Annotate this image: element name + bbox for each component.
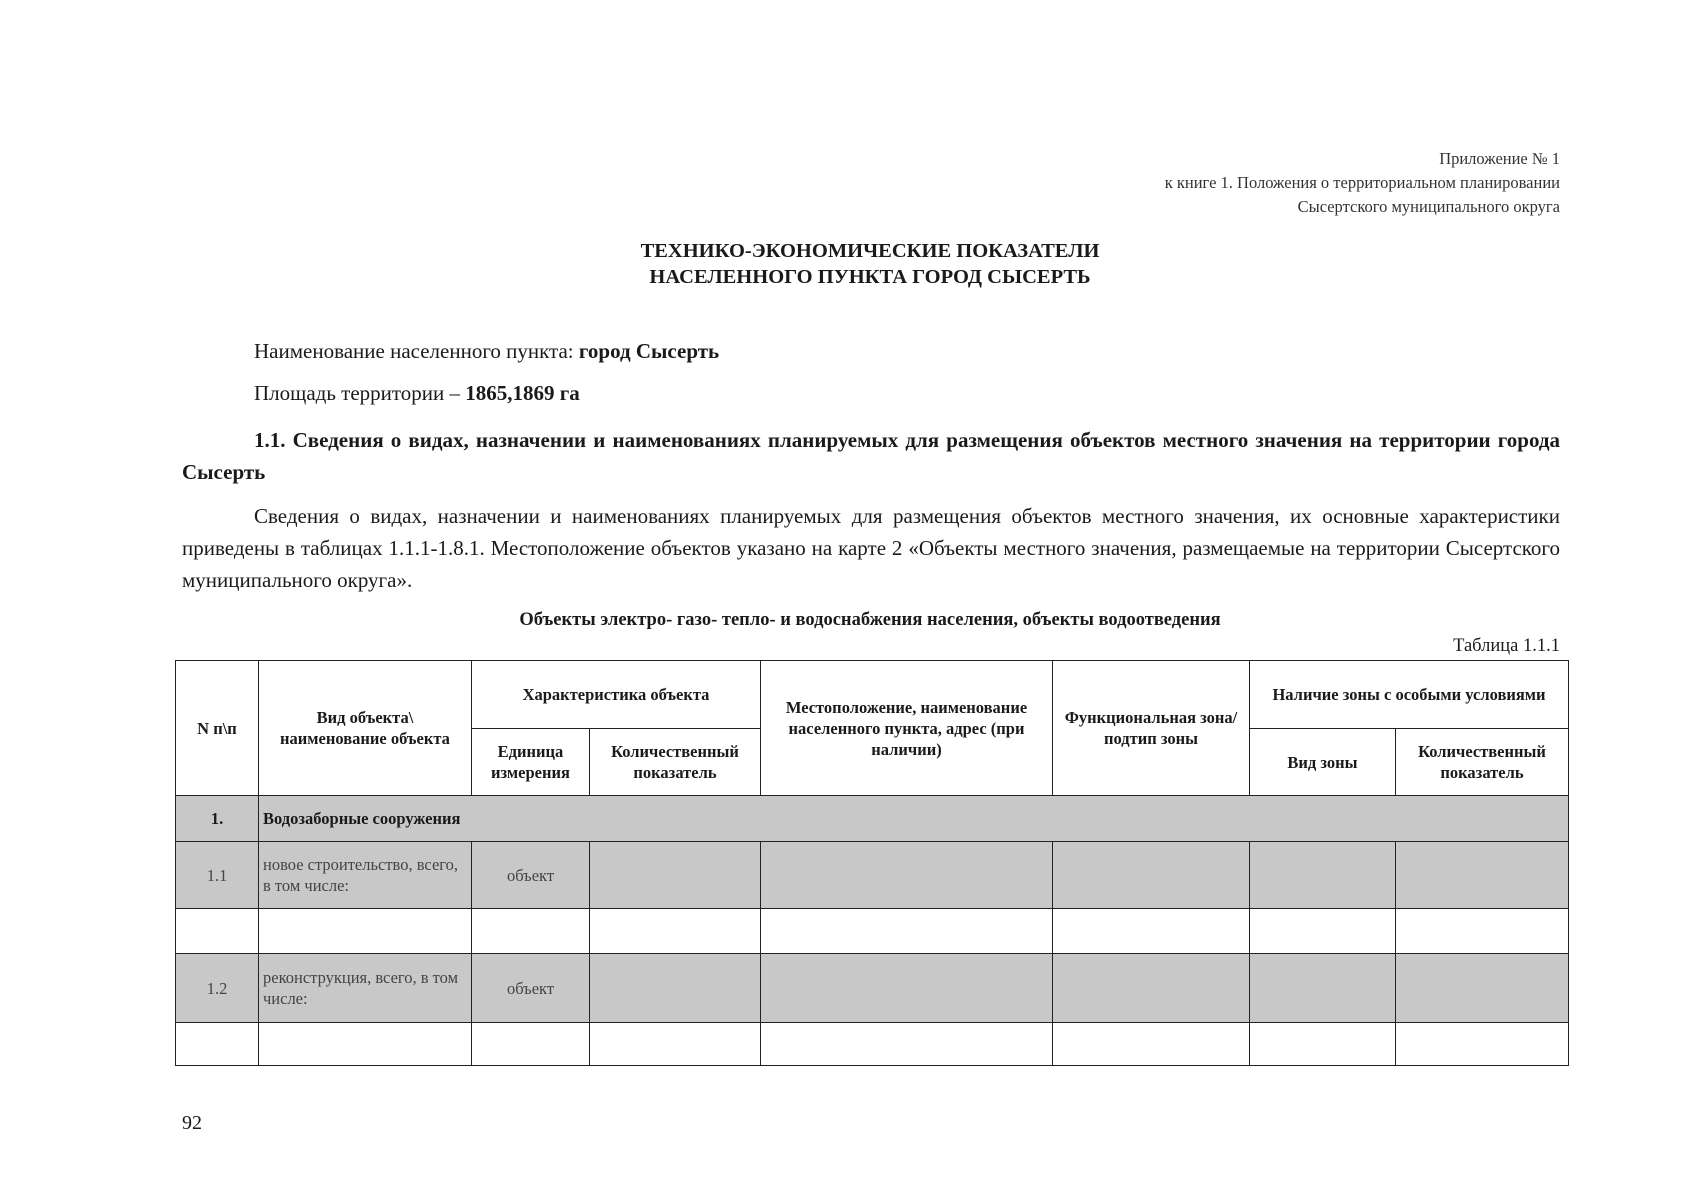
title-line-1: ТЕХНИКО-ЭКОНОМИЧЕСКИЕ ПОКАЗАТЕЛИ: [640, 240, 1100, 262]
row-cell-empty: [590, 954, 761, 1023]
appendix-line-2: к книге 1. Положения о территориальном планировании: [1164, 173, 1560, 192]
row-cell-empty: [1250, 1023, 1396, 1066]
appendix-line-1: Приложение № 1: [1439, 149, 1560, 168]
settlement-line: [182, 335, 1560, 367]
row-cell-empty: [590, 842, 761, 909]
header-unit: Единица измерения: [472, 729, 590, 796]
row-cell-empty: [1053, 842, 1250, 909]
row-cell-empty: [176, 909, 259, 954]
row-unit: объект: [472, 842, 590, 909]
row-cell-empty: [1396, 842, 1569, 909]
table-row: [176, 909, 1569, 954]
row-cell-empty: [472, 1023, 590, 1066]
table-row: [176, 954, 1569, 1023]
objects-table: [175, 660, 1569, 1066]
section-text: Сведения о видах, назначении и наименованиях планируемых для размещения объектов местного значения, их основные характеристики приведены в таблицах 1.1.1-1.8.1. Местоположение объектов указано на карте 2 «Объекты местного значения, размещаемые на территории Сысертского муниципального округа».: [182, 504, 1560, 592]
row-cell-empty: [1396, 909, 1569, 954]
section-row-name: Водозаборные сооружения: [259, 796, 1569, 842]
row-cell-empty: [259, 1023, 472, 1066]
row-num: 1.1: [176, 842, 259, 909]
table-caption: Объекты электро- газо- тепло- и водоснабжения населения, объекты водоотведения: [519, 610, 1221, 630]
header-zone-type: Вид зоны: [1250, 729, 1396, 796]
area-value: 1865,1869 га: [465, 381, 580, 405]
document-title: [0, 238, 1698, 290]
row-cell-empty: [1250, 842, 1396, 909]
row-cell-empty: [472, 909, 590, 954]
title-line-2: НАСЕЛЕННОГО ПУНКТА ГОРОД СЫСЕРТЬ: [649, 266, 1091, 288]
row-cell-empty: [590, 1023, 761, 1066]
row-cell-empty: [1250, 954, 1396, 1023]
appendix-note: [1165, 147, 1560, 219]
row-cell-empty: [590, 909, 761, 954]
header-zone-quantity: Количественный показатель: [1396, 729, 1569, 796]
header-special-conditions: Наличие зоны с особыми условиями: [1250, 661, 1569, 729]
table-row: [176, 796, 1569, 842]
table-number: Таблица 1.1.1: [1453, 636, 1560, 656]
row-cell-empty: [761, 842, 1053, 909]
row-unit: объект: [472, 954, 590, 1023]
row-cell-empty: [176, 1023, 259, 1066]
area-line: [182, 377, 1560, 409]
row-cell-empty: [761, 954, 1053, 1023]
row-cell-empty: [1053, 954, 1250, 1023]
row-name: новое строительство, всего, в том числе:: [259, 842, 472, 909]
row-num: 1.2: [176, 954, 259, 1023]
row-cell-empty: [761, 1023, 1053, 1066]
header-quantity: Количественный показатель: [590, 729, 761, 796]
header-zone: Функциональная зона/ подтип зоны: [1053, 661, 1250, 796]
row-cell-empty: [1250, 909, 1396, 954]
row-cell-empty: [1053, 909, 1250, 954]
appendix-line-3: Сысертского муниципального округа: [1297, 197, 1560, 216]
area-label: Площадь территории –: [254, 381, 466, 405]
section-row-num: 1.: [176, 796, 259, 842]
settlement-label: Наименование населенного пункта:: [254, 339, 579, 363]
row-cell-empty: [259, 909, 472, 954]
header-characteristic: Характеристика объекта: [472, 661, 761, 729]
header-location: Местоположение, наименование населенного пункта, адрес (при наличии): [761, 661, 1053, 796]
page-number: 92: [182, 1112, 202, 1134]
row-cell-empty: [1396, 954, 1569, 1023]
row-name: реконструкция, всего, в том числе:: [259, 954, 472, 1023]
header-num: N п\п: [176, 661, 259, 796]
table-row: [176, 1023, 1569, 1066]
row-cell-empty: [761, 909, 1053, 954]
header-name: Вид объекта\ наименование объекта: [259, 661, 472, 796]
row-cell-empty: [1053, 1023, 1250, 1066]
settlement-value: город Сысерть: [578, 339, 720, 363]
section-heading: 1.1. Сведения о видах, назначении и наименованиях планируемых для размещения объектов местного значения на территории города Сысерть: [182, 428, 1560, 484]
row-cell-empty: [1396, 1023, 1569, 1066]
table-row: [176, 842, 1569, 909]
